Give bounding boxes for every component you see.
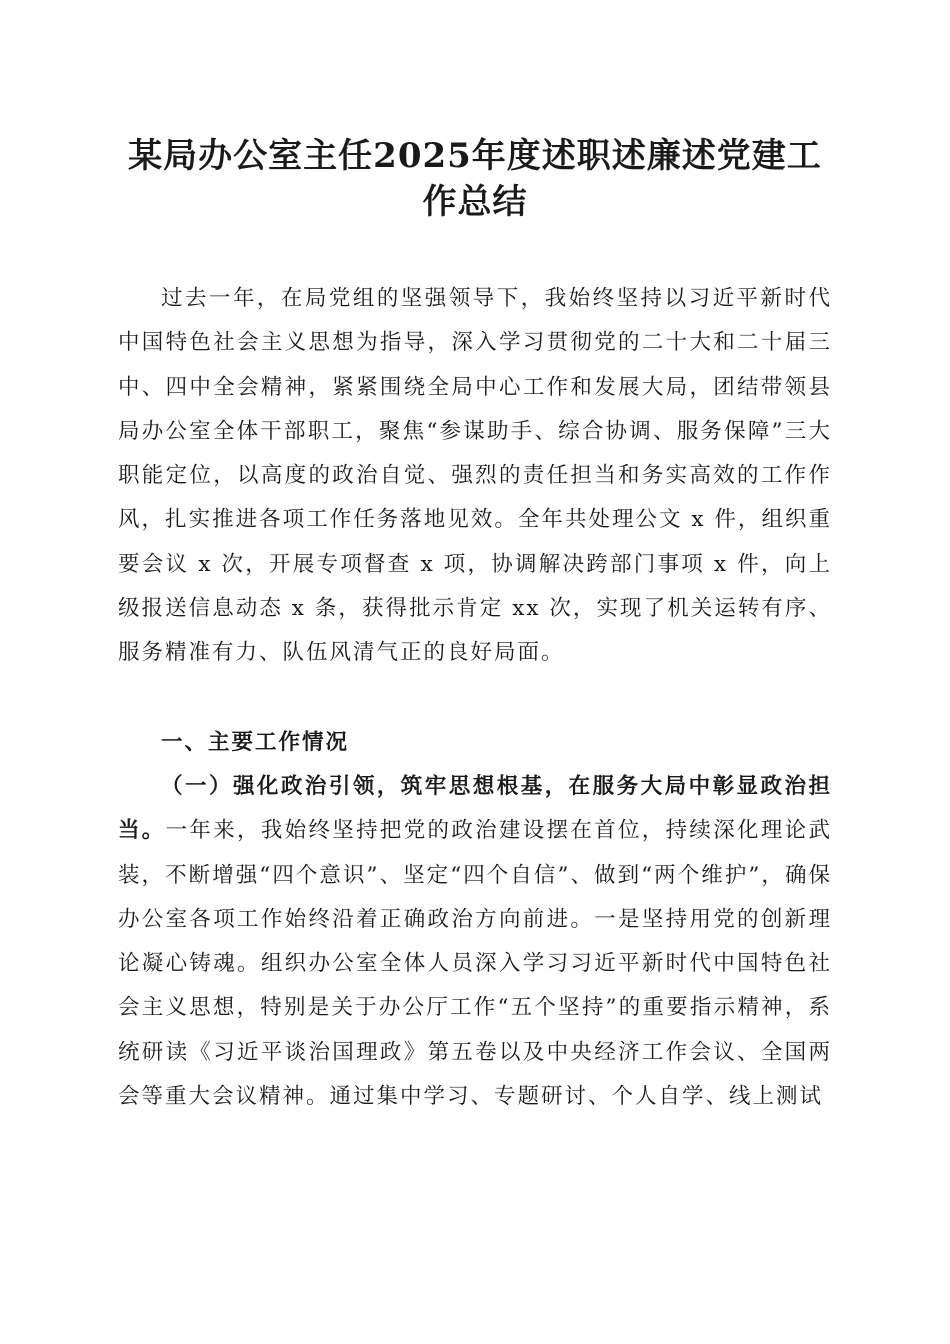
subsection-paragraph [118, 765, 832, 1119]
subsection-body: 一年来，我始终坚持把党的政治建设摆在首位，持续深化理论武装，不断增强“四个意识”、坚定“四个自信”、做到“两个维护”，确保办公室各项工作始终沿着正确政治方向前进。一是坚持用党的创新理论凝心铸魂。组织办公室全体人员深入学习习近平新时代中国特色社会主义思想，特别是关于办公厅工作“五个坚持”的重要指示精神，系统研读《习近平谈治国理政》第五卷以及中央经济工作会议、全国两会等重大会议精神。通过集中学习、专题研讨、个人自学、线上测试 [118, 818, 832, 1110]
intro-paragraph: 过去一年，在局党组的坚强领导下，我始终坚持以习近平新时代中国特色社会主义思想为指导，深入学习贯彻党的二十大和二十届三中、四中全会精神，紧紧围绕全局中心工作和发展大局，团结带领县局办公室全体干部职工，聚焦“参谋助手、综合协调、服务保障”三大职能定位，以高度的政治自觉、强烈的责任担当和务实高效的工作作风，扎实推进各项工作任务落地见效。全年共处理公文 x 件，组织重要会议 x 次，开展专项督查 x 项，协调解决跨部门事项 x 件，向上级报送信息动态 x 条，获得批示肯定 xx 次，实现了机关运转有序、服务精准有力、队伍风清气正的良好局面。 [118, 286, 832, 666]
subsection-lead: （一）强化政治引领，筑牢思想根基，在服务大局中彰显政治担当。 [118, 774, 832, 844]
section-heading: 一、主要工作情况 [161, 730, 350, 755]
document-title-line-2: 作总结 [422, 182, 528, 222]
document-title-line-1: 某局办公室主任2025年度述职述廉述党建工 [128, 136, 822, 176]
document-title [118, 133, 832, 225]
